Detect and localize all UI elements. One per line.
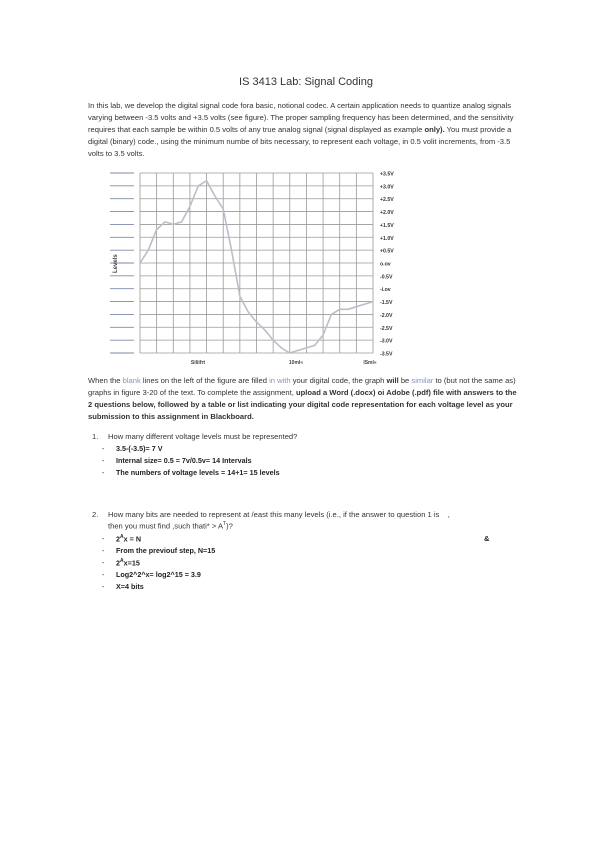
level-label: +2.0V: [380, 210, 394, 217]
level-label: -3.0V: [380, 338, 393, 345]
question-1-text: How many different voltage levels must be represented?: [108, 432, 298, 441]
level-label: -1.5V: [380, 300, 393, 307]
x-tick-label: 10ml«: [288, 360, 304, 366]
intro-text-bold: only).: [424, 125, 445, 134]
level-label: -2.5V: [380, 325, 393, 332]
instructions-paragraph: [88, 375, 518, 423]
q2-a1-pre: 2: [116, 534, 120, 544]
instr-t6: will: [386, 376, 399, 385]
q1-answer-2: [102, 456, 252, 465]
y-axis-label: Levels: [113, 254, 119, 273]
x-tick-label: lSml«: [363, 360, 377, 366]
bullet-dash: -: [102, 558, 105, 568]
instr-t9: to (but not the same as) graphs in figure 3-20 of the text. To complete the assignment,: [88, 376, 516, 397]
question-1: [88, 432, 528, 441]
q2-a2-text: From the previouf step, N=15: [116, 546, 216, 555]
level-label: +1.0V: [380, 235, 394, 242]
level-label: o.ov: [380, 261, 391, 268]
ampersand-mark: &: [484, 534, 490, 543]
x-tick-label: Siliifrt: [190, 360, 206, 366]
q1-answer-3: [102, 468, 280, 477]
bullet-dash: -: [102, 570, 105, 579]
level-label: -2.0V: [380, 312, 393, 319]
q1-answer-text: 3.5-(-3.5)= 7 V: [116, 444, 163, 453]
question-2-text-a: How many bits are needed to represent at /east this many levels (i.e., if the answer to question 1 is: [108, 510, 440, 519]
q1-answer-text: The numbers of voltage levels = 14+1= 15 levels: [116, 468, 280, 477]
q2-answer-5: [102, 582, 144, 591]
instr-t8: similar: [411, 376, 434, 385]
level-label: -3.5V: [380, 351, 393, 358]
instr-t7: be: [398, 376, 412, 385]
q1-answer-text: Internal size= 0.5 = 7v/0.5v= 14 Intervals: [116, 456, 252, 465]
question-2-text-b-end: )?: [226, 521, 233, 531]
level-label: +0.5V: [380, 248, 394, 255]
instr-t1: When the: [88, 376, 123, 385]
bullet-dash: -: [102, 582, 105, 591]
q2-a3-sup: A: [120, 558, 124, 564]
instr-t3: lines on the left of the figure are filled: [140, 376, 270, 385]
q2-a1-sup: A: [120, 534, 124, 540]
level-label: -0.5V: [380, 274, 393, 281]
q2-answer-2: [102, 546, 215, 555]
question-2-sup: T: [223, 521, 227, 527]
intro-text-a: In this lab, we develop the digital signal code fora basic, notional codec. A certain application needs to quantize analog signals varying between -3.5 volts and +3.5 volts (see figure). The proper sampling frequency has been determined, and the sensitivity requires that each sample be within 0.5 volts of any true analog signal (signal displayed as example: [88, 101, 514, 134]
bullet-dash: -: [102, 456, 105, 465]
page-title: IS 3413 Lab: Signal Coding: [239, 76, 373, 88]
q2-answer-4: [102, 570, 201, 579]
q2-answer-1: [102, 534, 141, 543]
question-2-number: 2.: [92, 510, 99, 519]
instr-t2: blank: [122, 376, 141, 385]
q1-answer-1: [102, 444, 163, 453]
intro-text-b: You must provide a digital (binary) code., using the minimum numbe of bits necessary, to represent each voltage, in 0.5 volit increments, from -3.5 volts to 3.5 volts.: [88, 125, 512, 158]
question-1-number: 1.: [92, 432, 99, 441]
q2-a1-post: x = N: [123, 534, 142, 544]
q2-a5-text: X=4 bits: [116, 582, 144, 591]
bullet-dash: -: [102, 546, 105, 555]
question-2-line-2: [108, 521, 548, 531]
level-label: +3.0V: [380, 184, 394, 191]
bullet-dash: -: [102, 468, 105, 477]
level-label: -i.ov: [380, 287, 391, 294]
instr-t10: upload a Word (.docx) oi Adobe (.pdf) file with answers to the 2 questions below, followed by a table or list indicating your digital code representation for each voltage level as your submission to this assignment in Blackboard.: [88, 388, 517, 421]
bullet-dash: -: [102, 534, 105, 544]
q2-a4-text: Log2^2^x= log2^15 = 3.9: [116, 570, 201, 579]
level-label: +1.5V: [380, 222, 394, 229]
q2-a3-pre: 2: [116, 558, 120, 568]
question-2: [88, 510, 528, 519]
bullet-dash: -: [102, 444, 105, 453]
instr-t5: your digital code, the graph: [290, 376, 387, 385]
signal-chart: [108, 165, 398, 370]
signal-figure: [108, 165, 398, 370]
q2-a3-post: x=15: [123, 558, 140, 568]
question-2-text-b: then you must find ,such thati* > A: [108, 521, 224, 531]
instr-t4: in with: [269, 376, 291, 385]
q2-answer-3: [102, 558, 140, 567]
question-2-text-a-end: ,: [447, 510, 450, 519]
level-label: +2.5V: [380, 197, 394, 204]
intro-paragraph: [88, 100, 518, 160]
level-label: +3.5V: [380, 171, 394, 178]
